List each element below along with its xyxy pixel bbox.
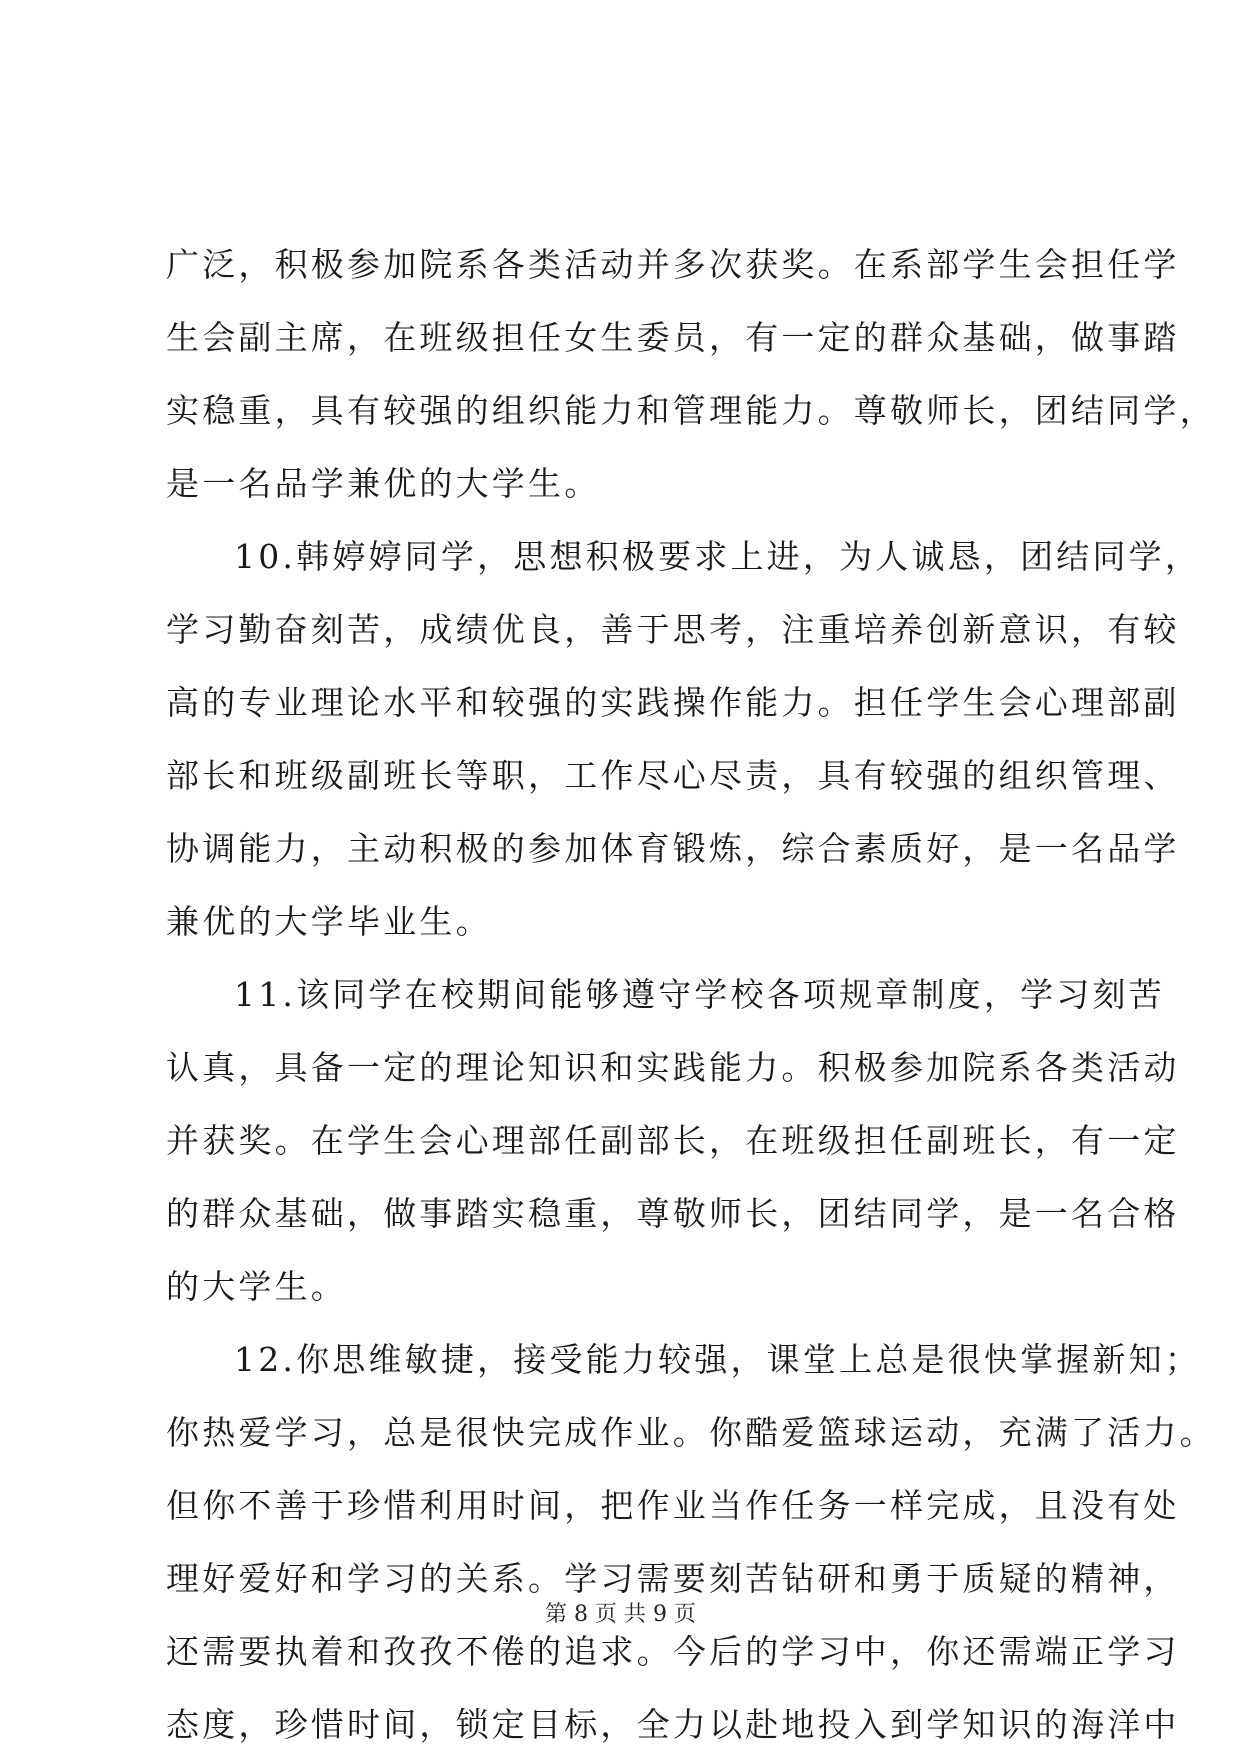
text-line: 学习勤奋刻苦，成绩优良，善于思考，注重培养创新意识，有较 [166, 610, 1180, 649]
text-line: 但你不善于珍惜利用时间，把作业当作任务一样完成，且没有处 [166, 1486, 1180, 1525]
text-line: 认真，具备一定的理论知识和实践能力。积极参加院系各类活动 [166, 1048, 1180, 1087]
text-line: 理好爱好和学习的关系。学习需要刻苦钻研和勇于质疑的精神， [166, 1559, 1180, 1598]
text-line: 还需要执着和孜孜不倦的追求。今后的学习中，你还需端正学习 [166, 1632, 1180, 1671]
text-line: 高的专业理论水平和较强的实践操作能力。担任学生会心理部副 [166, 683, 1180, 722]
text-line: 广泛，积极参加院系各类活动并多次获奖。在系部学生会担任学 [166, 245, 1180, 284]
text-line: 10.韩婷婷同学，思想积极要求上进，为人诚恳，团结同学， [234, 537, 1202, 576]
text-line: 态度，珍惜时间，锁定目标，全力以赴地投入到学知识的海洋中 [166, 1705, 1180, 1744]
text-line: 实稳重，具有较强的组织能力和管理能力。尊敬师长，团结同学， [166, 391, 1216, 430]
text-line: 兼优的大学毕业生。 [166, 902, 492, 941]
text-line: 生会副主席，在班级担任女生委员，有一定的群众基础，做事踏 [166, 318, 1180, 357]
text-line: 并获奖。在学生会心理部任副部长，在班级担任副班长，有一定 [166, 1121, 1180, 1160]
text-line: 11.该同学在校期间能够遵守学校各项规章制度，学习刻苦 [234, 975, 1165, 1014]
text-line: 是一名品学兼优的大学生。 [166, 464, 601, 503]
page-number-footer: 第 8 页 共 9 页 [545, 1602, 696, 1627]
text-line: 的群众基础，做事踏实稳重，尊敬师长，团结同学，是一名合格 [166, 1194, 1180, 1233]
text-line: 部长和班级副班长等职，工作尽心尽责，具有较强的组织管理、 [166, 756, 1180, 795]
text-line: 你热爱学习，总是很快完成作业。你酷爱篮球运动，充满了活力。 [166, 1413, 1216, 1452]
text-line: 12.你思维敏捷，接受能力较强，课堂上总是很快掌握新知； [234, 1340, 1202, 1379]
text-line: 的大学生。 [166, 1267, 347, 1306]
document-body [166, 228, 1216, 1761]
text-line: 协调能力，主动积极的参加体育锻炼，综合素质好，是一名品学 [166, 829, 1180, 868]
